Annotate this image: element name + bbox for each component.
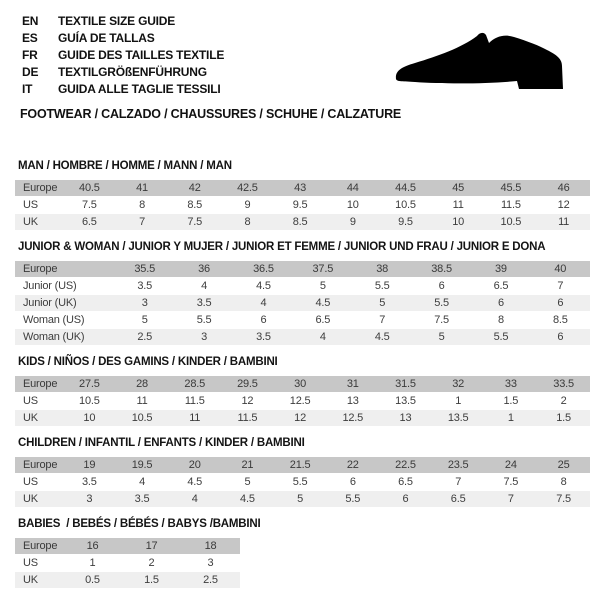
size-cell: 22 xyxy=(326,457,379,473)
size-cell: 21.5 xyxy=(274,457,327,473)
language-label: GUÍA DE TALLAS xyxy=(58,31,155,45)
size-cell: 7 xyxy=(353,312,412,328)
size-cell: 6 xyxy=(531,295,590,311)
size-cell: 5.5 xyxy=(471,329,530,345)
table-title: CHILDREN / INFANTIL / ENFANTS / KINDER / BAMBINI xyxy=(18,437,305,449)
language-list xyxy=(22,13,224,98)
shoe-icon xyxy=(393,20,573,102)
table-row xyxy=(15,261,590,277)
language-code: IT xyxy=(22,82,33,96)
size-cell: 2 xyxy=(122,555,181,571)
table-row xyxy=(15,312,590,328)
size-cell: 3.5 xyxy=(116,491,169,507)
size-cell: 5.5 xyxy=(326,491,379,507)
table-row xyxy=(15,214,590,230)
language-row xyxy=(22,64,224,81)
size-cell: 45.5 xyxy=(485,180,538,196)
size-cell: 4.5 xyxy=(168,474,221,490)
size-cell: 42.5 xyxy=(221,180,274,196)
size-cell: 3.5 xyxy=(234,329,293,345)
table-title: BABIES / BEBÉS / BÉBÉS / BABYS /BAMBINI xyxy=(18,518,261,530)
size-cell: 6.5 xyxy=(293,312,352,328)
size-cell: 7 xyxy=(531,278,590,294)
size-cell: 5 xyxy=(412,329,471,345)
size-table xyxy=(15,179,590,231)
row-label: UK xyxy=(15,491,63,507)
size-cell: 30 xyxy=(274,376,327,392)
size-cell: 11 xyxy=(116,393,169,409)
size-cell: 5 xyxy=(353,295,412,311)
size-cell: 25 xyxy=(537,457,590,473)
size-cell: 9.5 xyxy=(379,214,432,230)
size-cell: 3 xyxy=(174,329,233,345)
size-table-section xyxy=(15,241,590,346)
size-table xyxy=(15,375,590,427)
size-cell: 9.5 xyxy=(274,197,327,213)
table-row xyxy=(15,295,590,311)
table-row xyxy=(15,457,590,473)
size-cell: 46 xyxy=(537,180,590,196)
size-cell: 6 xyxy=(531,329,590,345)
size-cell: 10.5 xyxy=(63,393,116,409)
size-cell: 8.5 xyxy=(531,312,590,328)
size-cell: 32 xyxy=(432,376,485,392)
size-cell: 2.5 xyxy=(115,329,174,345)
size-cell: 4 xyxy=(168,491,221,507)
size-cell: 24 xyxy=(485,457,538,473)
size-cell: 33.5 xyxy=(537,376,590,392)
size-cell: 7.5 xyxy=(168,214,221,230)
size-cell: 12.5 xyxy=(326,410,379,426)
size-cell: 31 xyxy=(326,376,379,392)
size-cell: 5 xyxy=(221,474,274,490)
size-cell: 44 xyxy=(326,180,379,196)
size-cell: 27.5 xyxy=(63,376,116,392)
size-cell: 4 xyxy=(293,329,352,345)
language-row xyxy=(22,47,224,64)
table-row xyxy=(15,410,590,426)
size-cell: 28 xyxy=(116,376,169,392)
table-row xyxy=(15,180,590,196)
size-cell: 12 xyxy=(537,197,590,213)
size-cell: 43 xyxy=(274,180,327,196)
size-cell: 44.5 xyxy=(379,180,432,196)
language-code: EN xyxy=(22,14,39,28)
size-cell: 4 xyxy=(234,295,293,311)
size-cell: 1.5 xyxy=(122,572,181,588)
row-label: Woman (US) xyxy=(15,312,115,328)
size-cell: 6 xyxy=(234,312,293,328)
row-label: US xyxy=(15,393,63,409)
size-cell: 12 xyxy=(274,410,327,426)
size-cell: 33 xyxy=(485,376,538,392)
size-cell: 7 xyxy=(116,214,169,230)
row-label: US xyxy=(15,555,63,571)
size-cell: 19 xyxy=(63,457,116,473)
size-cell: 31.5 xyxy=(379,376,432,392)
size-cell: 4 xyxy=(174,278,233,294)
row-label: UK xyxy=(15,410,63,426)
size-cell: 21 xyxy=(221,457,274,473)
size-tables xyxy=(15,160,590,599)
size-cell: 37.5 xyxy=(293,261,352,277)
size-cell: 4.5 xyxy=(221,491,274,507)
size-cell: 38.5 xyxy=(412,261,471,277)
size-cell: 28.5 xyxy=(168,376,221,392)
size-cell: 5.5 xyxy=(353,278,412,294)
size-cell: 39 xyxy=(471,261,530,277)
size-cell: 3 xyxy=(115,295,174,311)
size-cell: 6.5 xyxy=(471,278,530,294)
size-cell: 12 xyxy=(221,393,274,409)
size-cell: 5.5 xyxy=(412,295,471,311)
language-label: GUIDA ALLE TAGLIE TESSILI xyxy=(58,82,221,96)
size-cell: 10.5 xyxy=(485,214,538,230)
size-cell: 1 xyxy=(432,393,485,409)
size-cell: 11 xyxy=(537,214,590,230)
table-row xyxy=(15,393,590,409)
size-cell: 16 xyxy=(63,538,122,554)
size-cell: 13 xyxy=(379,410,432,426)
size-cell: 11.5 xyxy=(485,197,538,213)
size-cell: 35.5 xyxy=(115,261,174,277)
table-row xyxy=(15,538,240,554)
size-cell: 29.5 xyxy=(221,376,274,392)
size-cell: 13.5 xyxy=(432,410,485,426)
size-cell: 7.5 xyxy=(412,312,471,328)
size-cell: 36 xyxy=(174,261,233,277)
size-cell: 19.5 xyxy=(116,457,169,473)
row-label: Europe xyxy=(15,457,63,473)
size-cell: 9 xyxy=(221,197,274,213)
size-cell: 6.5 xyxy=(379,474,432,490)
size-cell: 3.5 xyxy=(63,474,116,490)
language-row xyxy=(22,81,224,98)
size-cell: 1.5 xyxy=(485,393,538,409)
size-cell: 11 xyxy=(168,410,221,426)
size-cell: 3 xyxy=(63,491,116,507)
size-cell: 10.5 xyxy=(379,197,432,213)
table-row xyxy=(15,329,590,345)
size-cell: 4.5 xyxy=(293,295,352,311)
category-line: FOOTWEAR / CALZADO / CHAUSSURES / SCHUHE / CALZATURE xyxy=(20,107,402,121)
size-cell: 9 xyxy=(326,214,379,230)
table-title: MAN / HOMBRE / HOMME / MANN / MAN xyxy=(18,160,232,172)
table-row xyxy=(15,278,590,294)
row-label: Junior (UK) xyxy=(15,295,115,311)
size-table-section xyxy=(15,160,590,231)
size-cell: 7.5 xyxy=(485,474,538,490)
size-table xyxy=(15,456,590,508)
row-label: Woman (UK) xyxy=(15,329,115,345)
size-cell: 13.5 xyxy=(379,393,432,409)
row-label: US xyxy=(15,197,63,213)
size-cell: 1.5 xyxy=(537,410,590,426)
size-table xyxy=(15,537,240,589)
size-cell: 7 xyxy=(485,491,538,507)
size-cell: 4.5 xyxy=(353,329,412,345)
row-label: UK xyxy=(15,214,63,230)
size-cell: 6.5 xyxy=(63,214,116,230)
table-title: KIDS / NIÑOS / DES GAMINS / KINDER / BAMBINI xyxy=(18,356,278,368)
row-label: Europe xyxy=(15,261,115,277)
size-cell: 1 xyxy=(485,410,538,426)
size-cell: 40 xyxy=(531,261,590,277)
table-row xyxy=(15,474,590,490)
size-cell: 18 xyxy=(181,538,240,554)
size-cell: 8 xyxy=(116,197,169,213)
size-cell: 4.5 xyxy=(234,278,293,294)
size-cell: 22.5 xyxy=(379,457,432,473)
size-cell: 38 xyxy=(353,261,412,277)
size-cell: 5.5 xyxy=(174,312,233,328)
language-row xyxy=(22,30,224,47)
size-cell: 11 xyxy=(432,197,485,213)
size-cell: 17 xyxy=(122,538,181,554)
size-cell: 6 xyxy=(471,295,530,311)
size-cell: 11.5 xyxy=(168,393,221,409)
size-cell: 7.5 xyxy=(63,197,116,213)
size-cell: 3.5 xyxy=(115,278,174,294)
size-cell: 42 xyxy=(168,180,221,196)
table-row xyxy=(15,197,590,213)
row-label: Europe xyxy=(15,538,63,554)
size-cell: 7 xyxy=(432,474,485,490)
language-label: GUIDE DES TAILLES TEXTILE xyxy=(58,48,225,62)
size-cell: 13 xyxy=(326,393,379,409)
size-cell: 23.5 xyxy=(432,457,485,473)
language-code: ES xyxy=(22,31,38,45)
size-cell: 2.5 xyxy=(181,572,240,588)
table-row xyxy=(15,491,590,507)
size-cell: 36.5 xyxy=(234,261,293,277)
row-label: Junior (US) xyxy=(15,278,115,294)
size-cell: 1 xyxy=(63,555,122,571)
language-label: TEXTILGRÖßENFÜHRUNG xyxy=(58,65,207,79)
table-row xyxy=(15,555,240,571)
size-cell: 11.5 xyxy=(221,410,274,426)
language-code: DE xyxy=(22,65,39,79)
language-code: FR xyxy=(22,48,38,62)
size-cell: 6.5 xyxy=(432,491,485,507)
size-cell: 5 xyxy=(274,491,327,507)
size-table xyxy=(15,260,590,346)
table-row xyxy=(15,572,240,588)
language-row xyxy=(22,13,224,30)
size-cell: 6 xyxy=(412,278,471,294)
size-cell: 7.5 xyxy=(537,491,590,507)
size-cell: 6 xyxy=(379,491,432,507)
size-cell: 41 xyxy=(116,180,169,196)
size-table-section xyxy=(15,437,590,508)
size-cell: 5 xyxy=(293,278,352,294)
size-cell: 5 xyxy=(115,312,174,328)
size-cell: 10.5 xyxy=(116,410,169,426)
size-cell: 4 xyxy=(116,474,169,490)
size-table-section xyxy=(15,356,590,427)
size-cell: 6 xyxy=(326,474,379,490)
size-cell: 8.5 xyxy=(274,214,327,230)
size-cell: 3 xyxy=(181,555,240,571)
size-cell: 3.5 xyxy=(174,295,233,311)
size-table-section xyxy=(15,518,590,589)
language-label: TEXTILE SIZE GUIDE xyxy=(58,14,176,28)
size-cell: 20 xyxy=(168,457,221,473)
size-cell: 10 xyxy=(326,197,379,213)
size-cell: 5.5 xyxy=(274,474,327,490)
size-cell: 8 xyxy=(221,214,274,230)
size-cell: 10 xyxy=(63,410,116,426)
row-label: US xyxy=(15,474,63,490)
size-cell: 8 xyxy=(471,312,530,328)
row-label: Europe xyxy=(15,180,63,196)
size-cell: 10 xyxy=(432,214,485,230)
table-title: JUNIOR & WOMAN / JUNIOR Y MUJER / JUNIOR ET FEMME / JUNIOR UND FRAU / JUNIOR E DONA xyxy=(18,241,546,253)
size-cell: 12.5 xyxy=(274,393,327,409)
size-cell: 40.5 xyxy=(63,180,116,196)
size-cell: 2 xyxy=(537,393,590,409)
row-label: UK xyxy=(15,572,63,588)
size-cell: 8 xyxy=(537,474,590,490)
size-cell: 8.5 xyxy=(168,197,221,213)
size-cell: 45 xyxy=(432,180,485,196)
size-cell: 0.5 xyxy=(63,572,122,588)
table-row xyxy=(15,376,590,392)
row-label: Europe xyxy=(15,376,63,392)
